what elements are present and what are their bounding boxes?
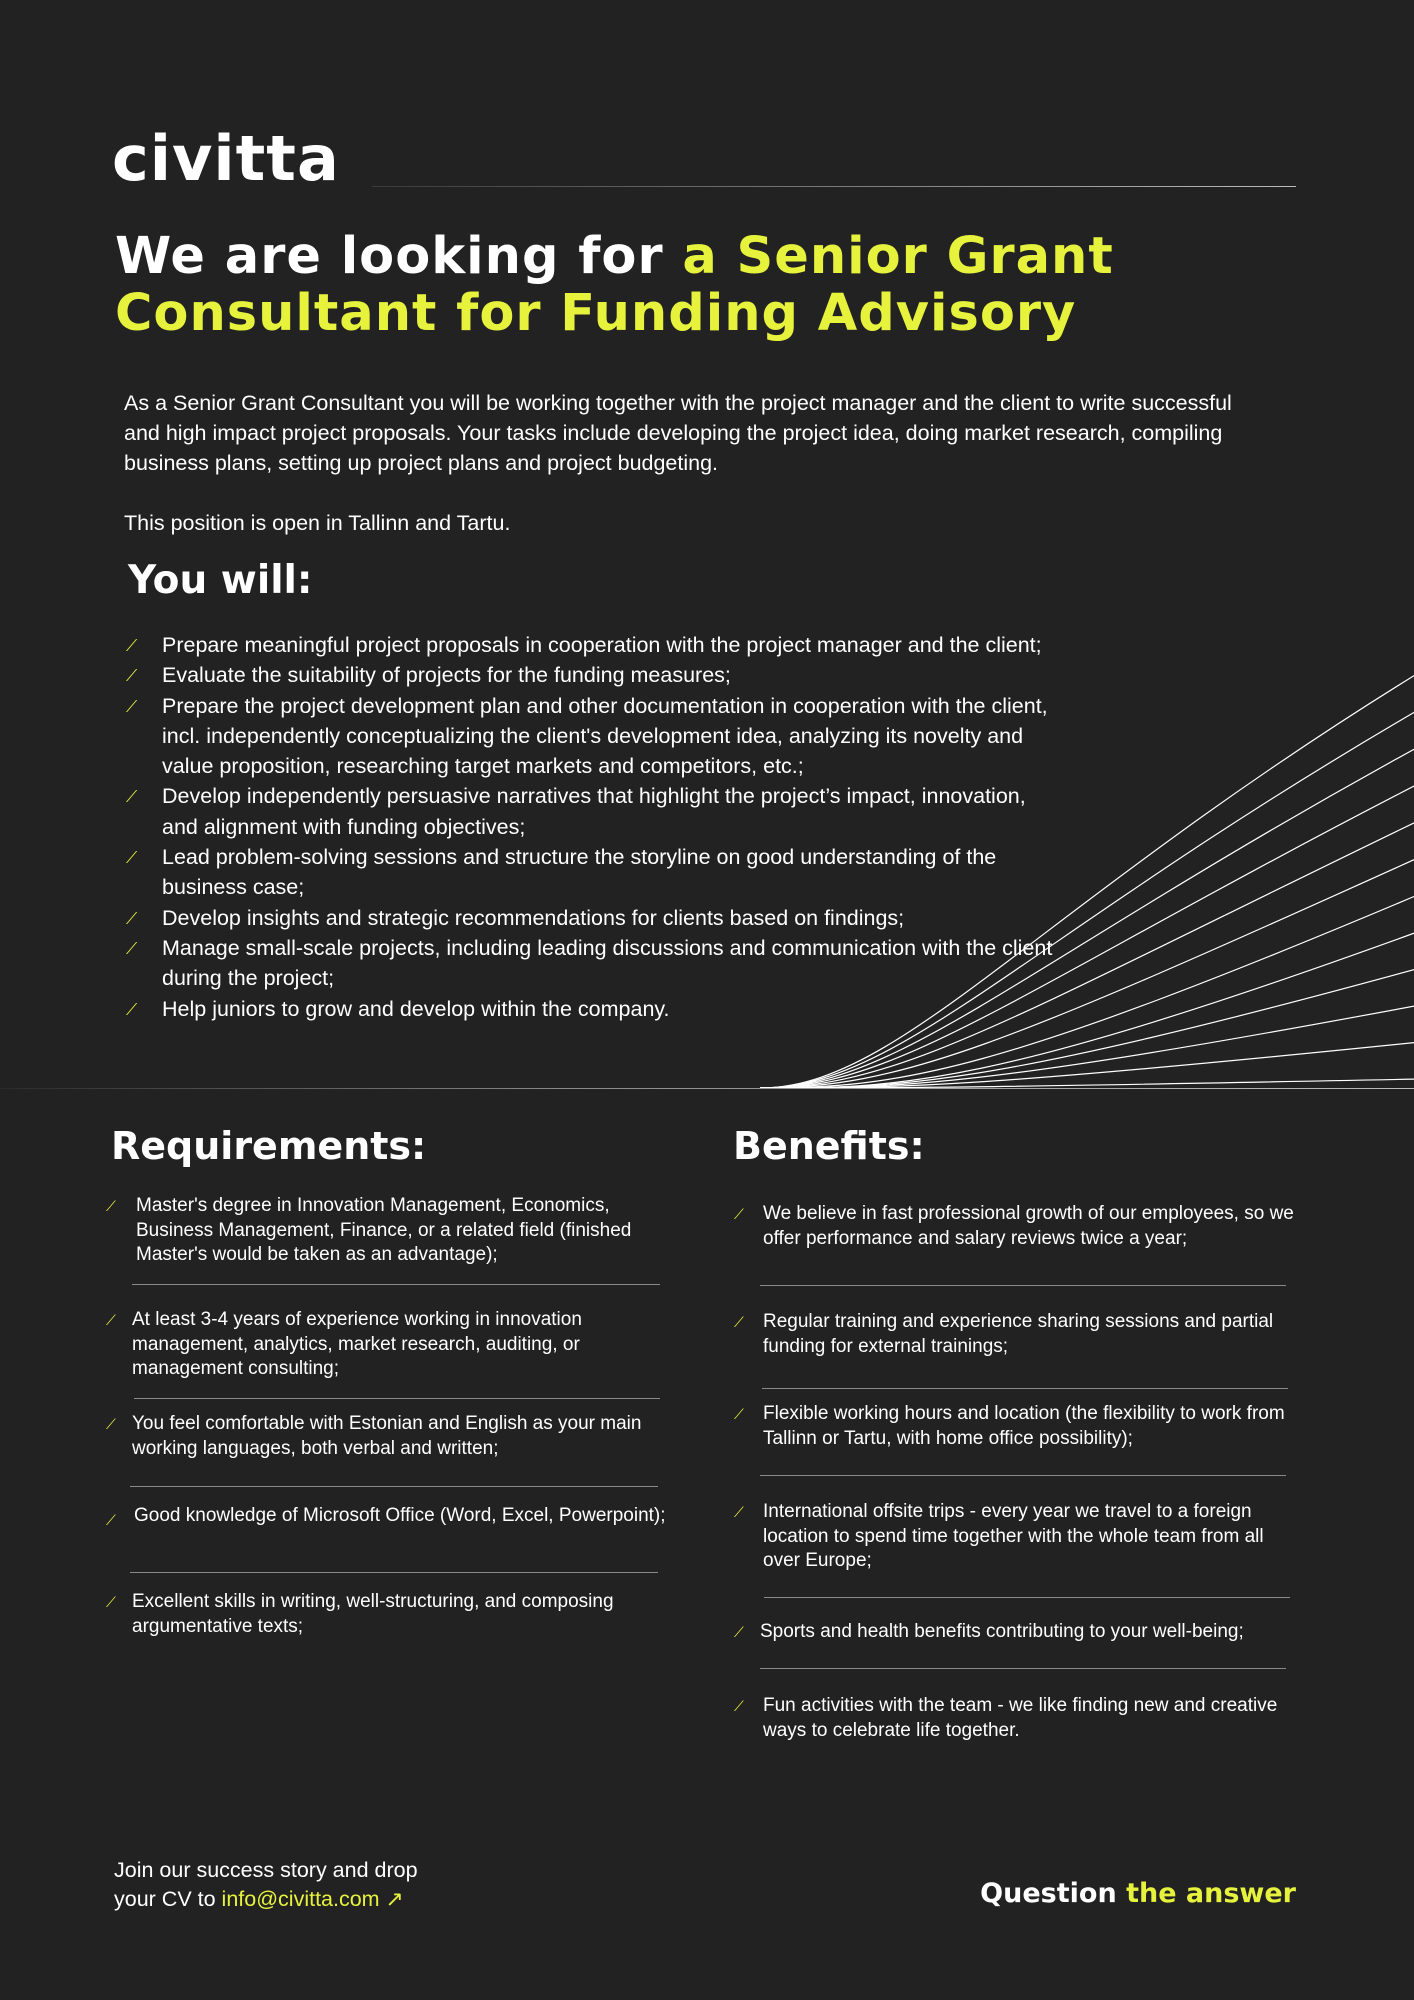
check-icon: ⟋ (126, 698, 138, 716)
benefits-separator (760, 1285, 1286, 1286)
check-icon: ⟋ (106, 1594, 116, 1610)
list-item (126, 630, 1066, 660)
list-item-text: Develop independently persuasive narratives that highlight the project’s impact, innovation, and alignment with funding objectives; (162, 784, 1026, 839)
tagline (980, 1878, 1296, 1909)
check-icon: ⟋ (106, 1312, 116, 1328)
list-item (734, 1694, 1304, 1743)
list-item-text: Manage small-scale projects, including leading discussions and communication with the client during the project; (162, 935, 1053, 991)
check-icon: ⟋ (126, 850, 138, 868)
list-item-text: We believe in fast professional growth of our employees, so we offer performance and salary reviews twice a year; (763, 1203, 1294, 1249)
requirements-title: Requirements: (111, 1124, 427, 1168)
check-icon: ⟋ (106, 1198, 116, 1214)
benefits-separator (764, 1597, 1290, 1598)
list-item-text: Master's degree in Innovation Management, Economics, Business Management, Finance, or a related field (finished Master's would be taken as an advantage); (136, 1195, 632, 1265)
list-item (106, 1504, 666, 1529)
decorative-line (760, 820, 1414, 1088)
check-icon: ⟋ (106, 1512, 116, 1528)
list-item-text: Excellent skills in writing, well-structuring, and composing argumentative texts; (132, 1591, 614, 1637)
list-item-text: Evaluate the suitability of projects for the funding measures; (162, 663, 731, 688)
footer-join-line1: Join our success story and drop (114, 1858, 418, 1882)
check-icon: ⟋ (734, 1624, 744, 1640)
headline (115, 228, 1265, 342)
intro-description: As a Senior Grant Consultant you will be working together with the project manager and the client to write successful and high impact project proposals. Your tasks include developing the project idea, doing market research, compiling business plans, setting up project plans and project budgeting. (124, 391, 1232, 475)
requirements-list (106, 1194, 666, 1654)
requirements-separator (130, 1572, 658, 1573)
footer-join (114, 1856, 418, 1914)
logo: civitta (112, 122, 340, 195)
check-icon: ⟋ (126, 1001, 138, 1019)
check-icon: ⟋ (106, 1416, 116, 1432)
list-item-text: Sports and health benefits contributing to your well-being; (760, 1621, 1244, 1642)
check-icon: ⟋ (126, 668, 138, 686)
check-icon: ⟋ (126, 789, 138, 807)
check-icon: ⟋ (734, 1504, 744, 1520)
list-item-text: International offsite trips - every year we travel to a foreign location to spend time together with the whole team from all over Europe; (763, 1501, 1264, 1571)
list-item-text: At least 3-4 years of experience working in innovation management, analytics, market research, auditing, or management consulting; (132, 1309, 582, 1379)
list-item-text: Prepare the project development plan and other documentation in cooperation with the client, incl. independently conceptualizing the client's development idea, analyzing its novelty and value proposition, researching target markets and competitors, etc.; (162, 693, 1048, 779)
check-icon: ⟋ (126, 940, 138, 958)
decorative-line (760, 746, 1414, 1088)
list-item (734, 1310, 1304, 1359)
decorative-line (760, 709, 1414, 1088)
check-icon: ⟋ (734, 1698, 744, 1714)
list-item-text: Fun activities with the team - we like finding new and creative ways to celebrate life together. (763, 1695, 1278, 1741)
intro-location: This position is open in Tallinn and Tartu. (124, 511, 511, 535)
benefits-separator (760, 1475, 1286, 1476)
check-icon: ⟋ (734, 1206, 744, 1222)
footer-join-line2 (114, 1885, 418, 1914)
logo-rule (372, 186, 1296, 187)
decorative-line (760, 894, 1414, 1088)
check-icon: ⟋ (734, 1314, 744, 1330)
check-icon: ⟋ (734, 1406, 744, 1422)
headline-prefix: We are looking for (115, 227, 683, 286)
list-item (734, 1402, 1304, 1451)
list-item-text: Develop insights and strategic recommendations for clients based on findings; (162, 905, 905, 930)
list-item-text: Regular training and experience sharing sessions and partial funding for external trainings; (763, 1311, 1274, 1357)
tagline-prefix: Question (980, 1878, 1127, 1909)
you-will-title: You will: (128, 558, 313, 603)
list-item (106, 1308, 666, 1382)
benefits-separator (760, 1668, 1286, 1669)
list-item-text: Lead problem-solving sessions and structure the storyline on good understanding of the business case; (162, 845, 997, 900)
section-divider (0, 1088, 1414, 1089)
requirements-separator (130, 1486, 658, 1487)
arrow-up-right-icon: ↗ (385, 1887, 404, 1911)
list-item-text: Good knowledge of Microsoft Office (Word, Excel, Powerpoint); (134, 1505, 666, 1526)
list-item (734, 1620, 1304, 1645)
footer-join-prefix: your CV to (114, 1887, 222, 1911)
benefits-separator (762, 1388, 1288, 1389)
list-item (106, 1194, 666, 1268)
list-item-text: Help juniors to grow and develop within the company. (162, 996, 670, 1021)
list-item-text: Flexible working hours and location (the flexibility to work from Tallinn or Tartu, with home office possibility); (763, 1403, 1285, 1449)
benefits-title: Benefits: (733, 1124, 925, 1168)
list-item-text: You feel comfortable with Estonian and English as your main working languages, both verbal and written; (132, 1413, 642, 1459)
tagline-accent: the answer (1126, 1878, 1296, 1909)
headline-accent: a Senior Grant Consultant for Funding Advisory (115, 227, 1114, 343)
list-item-text: Prepare meaningful project proposals in cooperation with the project manager and the client; (162, 633, 1042, 657)
list-item (106, 1412, 666, 1461)
list-item (734, 1202, 1304, 1251)
email-link[interactable]: info@civitta.com (221, 1887, 380, 1911)
check-icon: ⟋ (126, 910, 138, 928)
decorative-line-fan (0, 660, 1414, 1090)
requirements-separator (132, 1284, 660, 1285)
list-item (106, 1590, 666, 1639)
requirements-separator (134, 1398, 660, 1399)
decorative-line (760, 968, 1414, 1088)
list-item (734, 1500, 1304, 1574)
decorative-line (760, 857, 1414, 1088)
check-icon: ⟋ (126, 638, 138, 655)
intro (124, 388, 1254, 538)
